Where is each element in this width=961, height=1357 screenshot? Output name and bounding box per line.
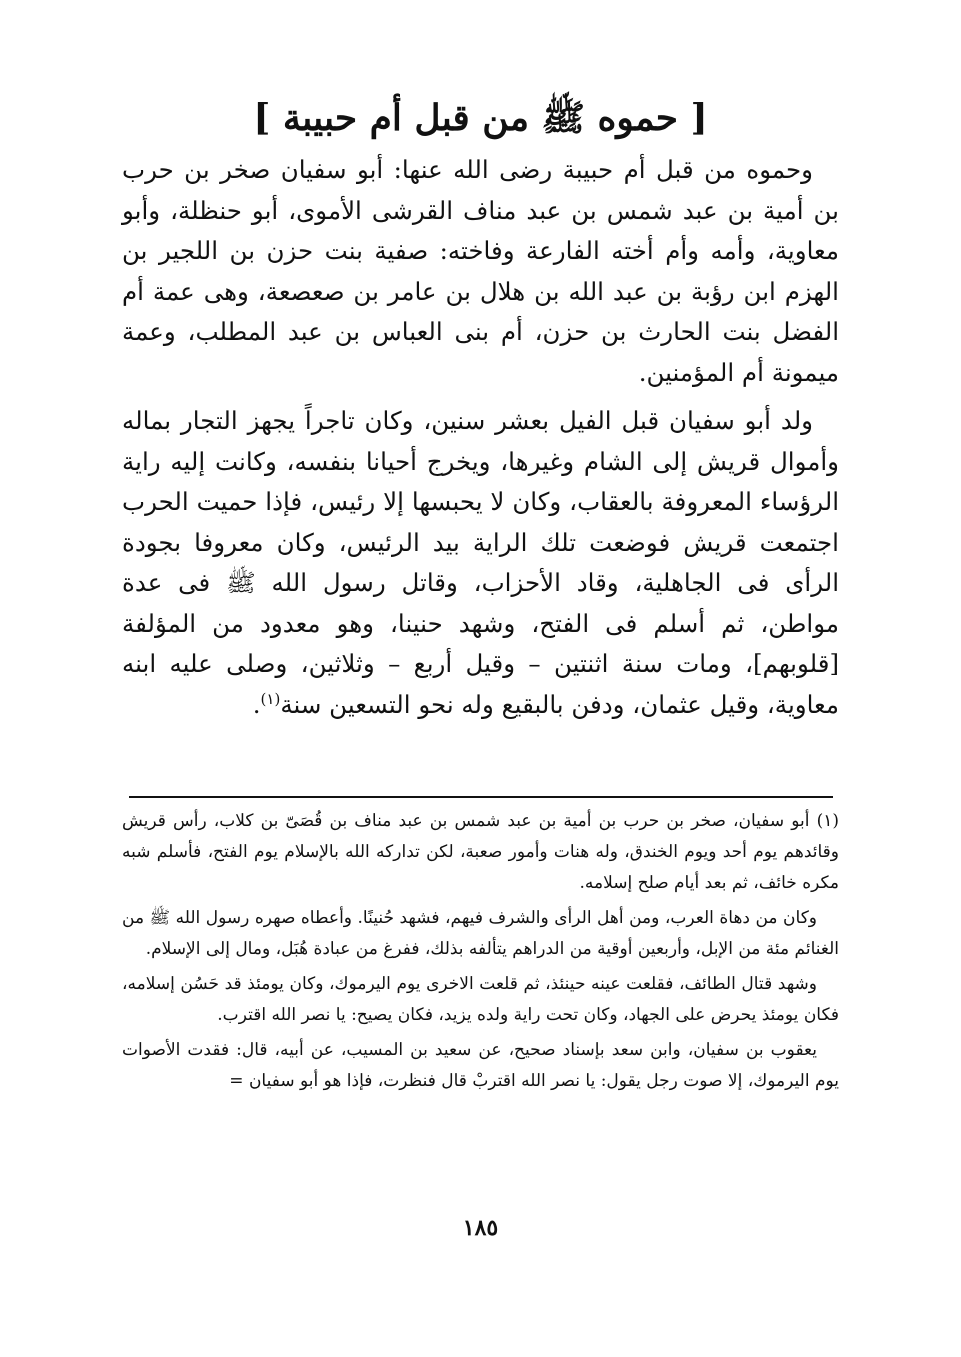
page-number: ١٨٥ bbox=[462, 1215, 499, 1241]
main-text bbox=[122, 150, 839, 725]
heading-title: حموه ﷺ من قبل أم حبيبة bbox=[282, 97, 679, 139]
footnotes-section bbox=[122, 806, 839, 1097]
footnote-paragraph-3: وشهد قتال الطائف، فقلعت عينه حينئذ، ثم قلعت الاخرى يوم اليرموك، وكان يومئذ قد حَسُن إسلامه، فكان يومئذ يحرض على الجهاد، وكان تحت راية ولده يزيد، فكان يصيح: يا نصر الله اقترب. bbox=[122, 974, 839, 1025]
footnote-paragraph-4: يعقوب بن سفيان، وابن سعد بإسناد صحيح، عن سعيد بن المسيب، عن أبيه، قال: فقدت الأصوات يوم اليرموك، إلا صوت رجل يقول: يا نصر الله اقتربْ قال فنظرت، فإذا هو أبو سفيان = bbox=[122, 1040, 839, 1091]
footnote-1: (١) أبو سفيان، صخر بن حرب بن أمية بن عبد شمس بن عبد مناف بن قُصَىّ بن كلاب، رأس قريش وقائدهم يوم أحد ويوم الخندق، وله هنات وأمور صعبة، لكن تداركه الله بالإسلام يوم الفتح، فأسلم شبه مكره خائف، ثم بعد أيام صلح إسلامه. bbox=[122, 811, 839, 893]
body-paragraph-1: وحموه من قبل أم حبيبة رضى الله عنها: أبو سفيان صخر بن حرب بن أمية بن عبد شمس بن عبد مناف القرشى الأموى، أبو حنظلة، وأبو معاوية، وأمه وأم أخته الفارعة وفاخته: صفية بنت حزن بن اللجير بن الهزم ابن رؤبة بن عبد الله بن هلال بن عامر بن صعصعة، وهى عمة أم الفضل بنت الحارث بن حزن، أم بنى العباس بن عبد المطلب، وعمة ميمونة أم المؤمنين. bbox=[122, 155, 839, 387]
footnote-separator bbox=[129, 796, 833, 798]
body-paragraph-2-text: ولد أبو سفيان قبل الفيل بعشر سنين، وكان تاجراً يجهز التجار بماله وأموال قريش إلى الشام وغيرها، ويخرج أحيانا بنفسه، وكانت إليه راية الرؤساء المعروفة بالعقاب، وكان لا يحبسها إلا رئيس، فإذا حميت الحرب اجتمعت قريش فوضعت تلك الراية بيد الرئيس، وكان معروفا بجودة الرأى فى الجاهلية، وقاد الأحزاب، وقاتل رسول الله ﷺ فى عدة مواطن، ثم أسلم فى الفتح، وشهد حنينا، وهو معدود من المؤلفة [قلوبهم]، ومات سنة اثنتين – وقيل أربع – وثلاثين، وصلى عليه ابنه معاوية، وقيل عثمان، ودفن بالبقيع وله نحو التسعين سنة bbox=[122, 406, 839, 719]
body-paragraph-2 bbox=[122, 401, 839, 725]
footnote-reference: (١) bbox=[260, 689, 281, 708]
heading-bracket-open: [ bbox=[690, 97, 708, 139]
footnote-paragraph-2: وكان من دهاة العرب، ومن أهل الرأى والشرف فيهم، فشهد حُنينًا. وأعطاه صهره رسول الله ﷺ من الغنائم مئة من الإبل، وأربعين أوقية من الدراهم يتألفه بذلك، ففرغ من عبادة هُبَل، ومال إلى الإسلام. bbox=[122, 908, 839, 959]
heading-bracket-close: ] bbox=[253, 97, 271, 139]
paragraph-end-period: . bbox=[252, 689, 261, 719]
chapter-heading bbox=[120, 88, 841, 148]
